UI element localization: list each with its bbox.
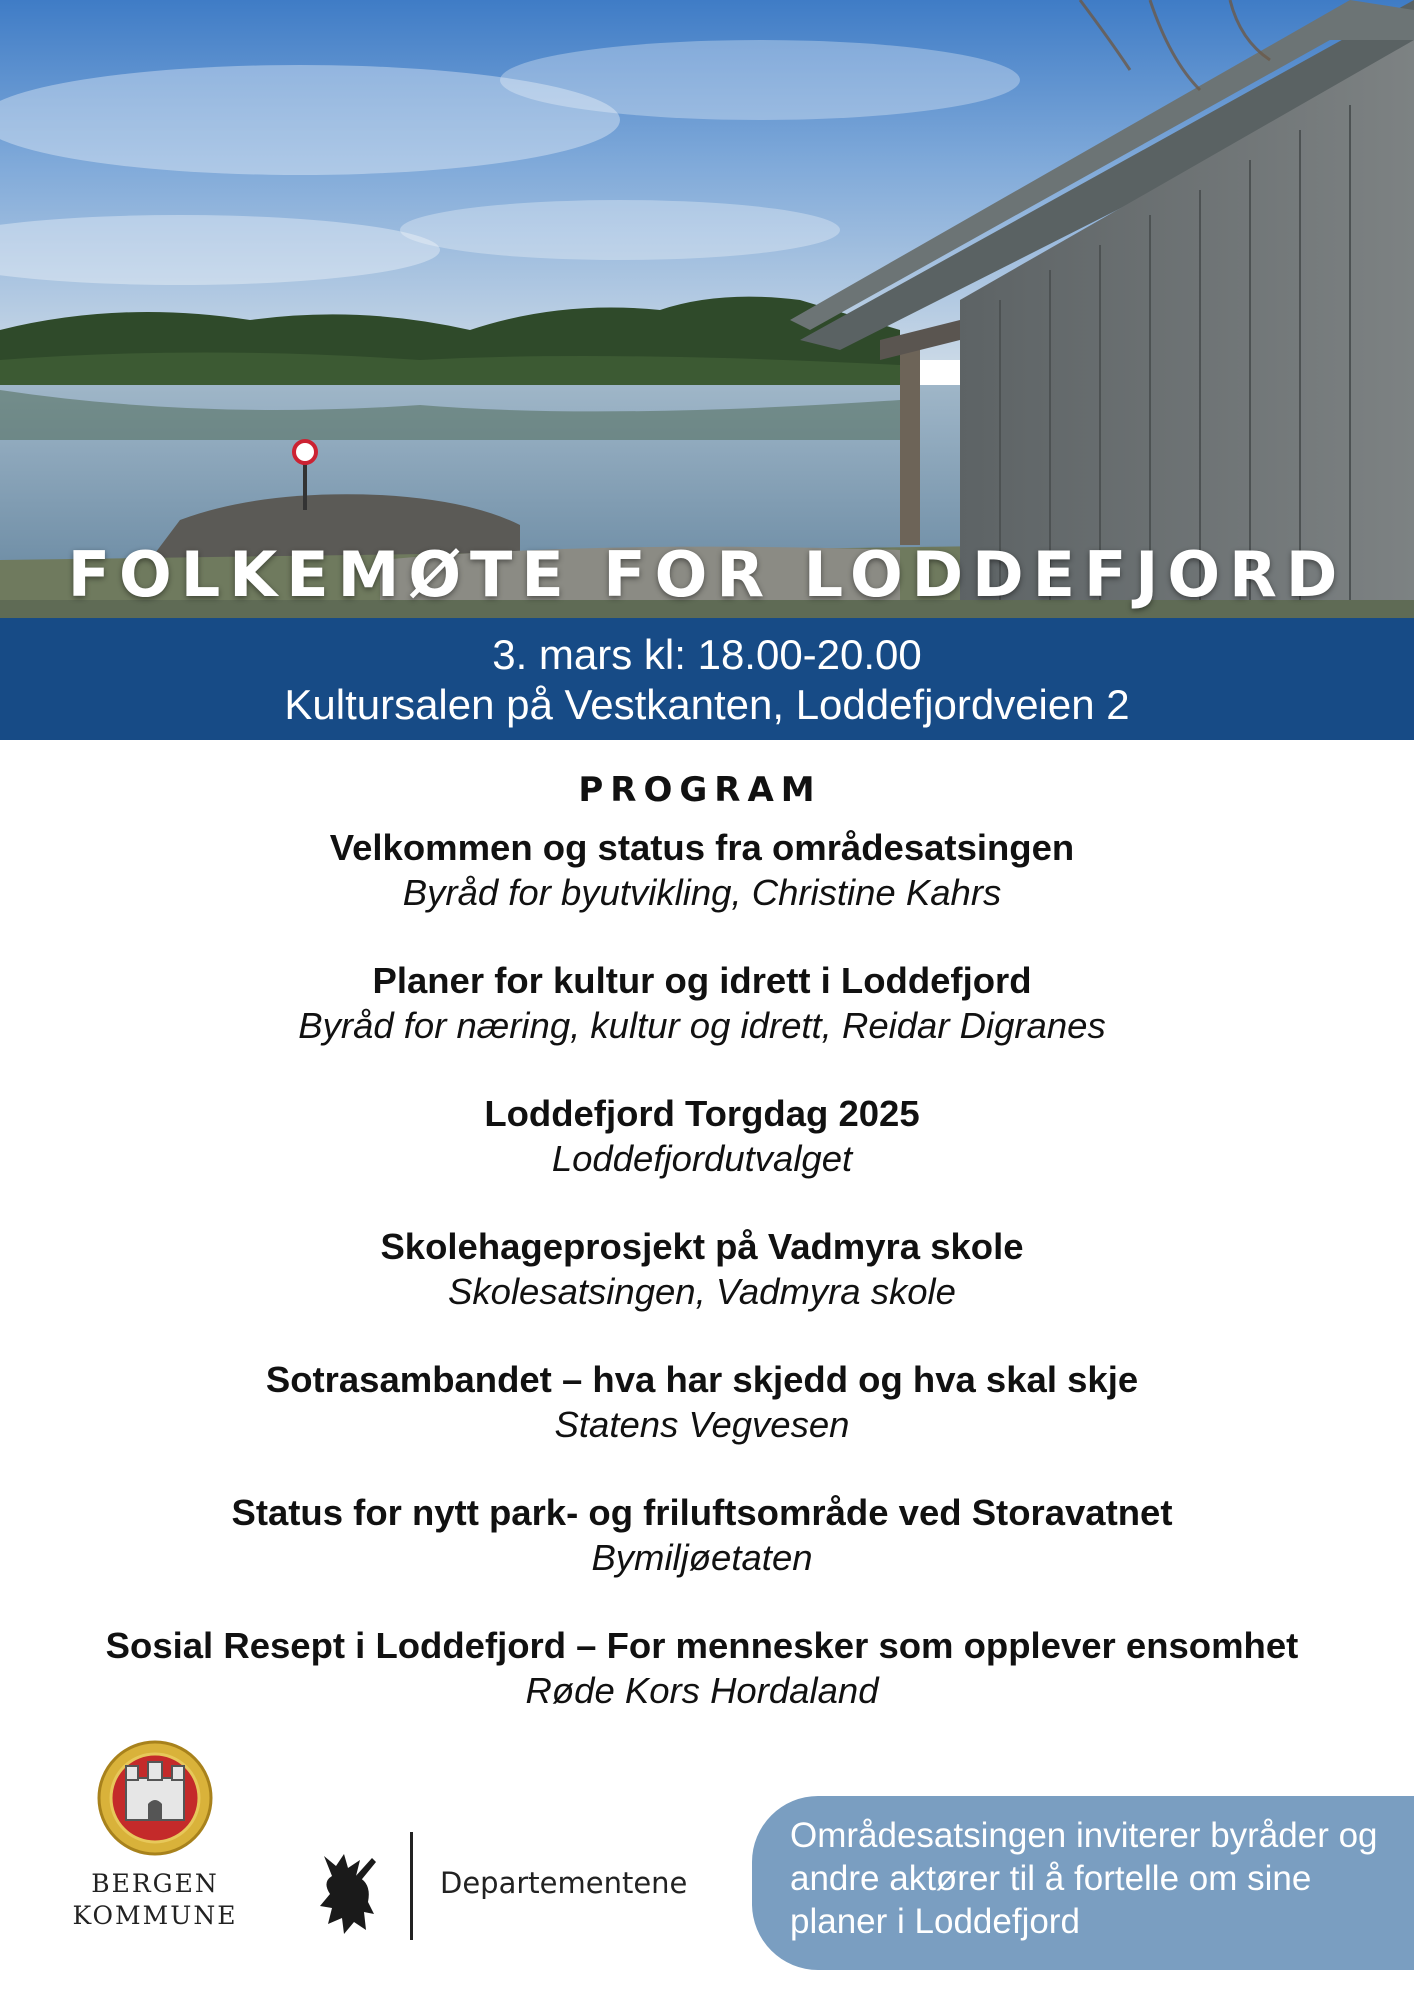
bergen-kommune-logo-text [40, 1868, 270, 1932]
event-info-band [0, 618, 1414, 740]
program-item [0, 1357, 1404, 1490]
program-item-title: Sosial Resept i Loddefjord – For mennesker som opplever ensomhet [105, 1625, 1299, 1666]
logo-divider [410, 1832, 413, 1940]
program-item [0, 1091, 1404, 1224]
bergen-coat-of-arms-icon [96, 1738, 214, 1858]
program-heading: PROGRAM [578, 770, 822, 810]
program-item-title: Planer for kultur og idrett i Loddefjord [372, 960, 1032, 1001]
event-title: FOLKEMØTE FOR LODDEFJORD [67, 538, 1347, 611]
event-location: Kultursalen på Vestkanten, Loddefjordveien 2 [284, 681, 1130, 728]
norwegian-lion-icon [314, 1848, 380, 1938]
event-date-time: 3. mars kl: 18.00-20.00 [492, 631, 922, 678]
hero-photo [0, 0, 1414, 618]
program-item-speaker: Røde Kors Hordaland [525, 1670, 879, 1711]
lake-landscape-image [0, 0, 1414, 618]
program-item [0, 958, 1404, 1091]
program-item-speaker: Statens Vegvesen [554, 1404, 850, 1445]
program-item-title: Sotrasambandet – hva har skjedd og hva skal skje [265, 1359, 1139, 1400]
program-item [0, 1623, 1404, 1756]
program-item-title: Status for nytt park- og friluftsområde ved Storavatnet [231, 1492, 1173, 1533]
program-item-speaker: Bymiljøetaten [591, 1537, 813, 1578]
program-item-title: Velkommen og status fra områdesatsingen [329, 827, 1075, 868]
program-item-speaker: Loddefjordutvalget [551, 1138, 853, 1179]
bergen-line2: KOMMUNE [72, 1901, 238, 1930]
program-item-title: Loddefjord Torgdag 2025 [484, 1093, 920, 1134]
program-item-title: Skolehageprosjekt på Vadmyra skole [380, 1226, 1024, 1267]
program-item-speaker: Byråd for næring, kultur og idrett, Reidar Digranes [298, 1005, 1106, 1046]
departementene-label: Departementene [440, 1866, 688, 1900]
program-item [0, 1490, 1404, 1623]
program-item [0, 825, 1404, 958]
program-item-speaker: Skolesatsingen, Vadmyra skole [448, 1271, 956, 1312]
info-callout [752, 1796, 1414, 1970]
bergen-line1: BERGEN [91, 1869, 219, 1898]
program-item-speaker: Byråd for byutvikling, Christine Kahrs [402, 872, 1002, 913]
program-list [0, 825, 1404, 1756]
program-item [0, 1224, 1404, 1357]
info-callout-text: Områdesatsingen inviterer byråder og andre aktører til å fortelle om sine planer i Loddefjord [790, 1816, 1378, 1941]
